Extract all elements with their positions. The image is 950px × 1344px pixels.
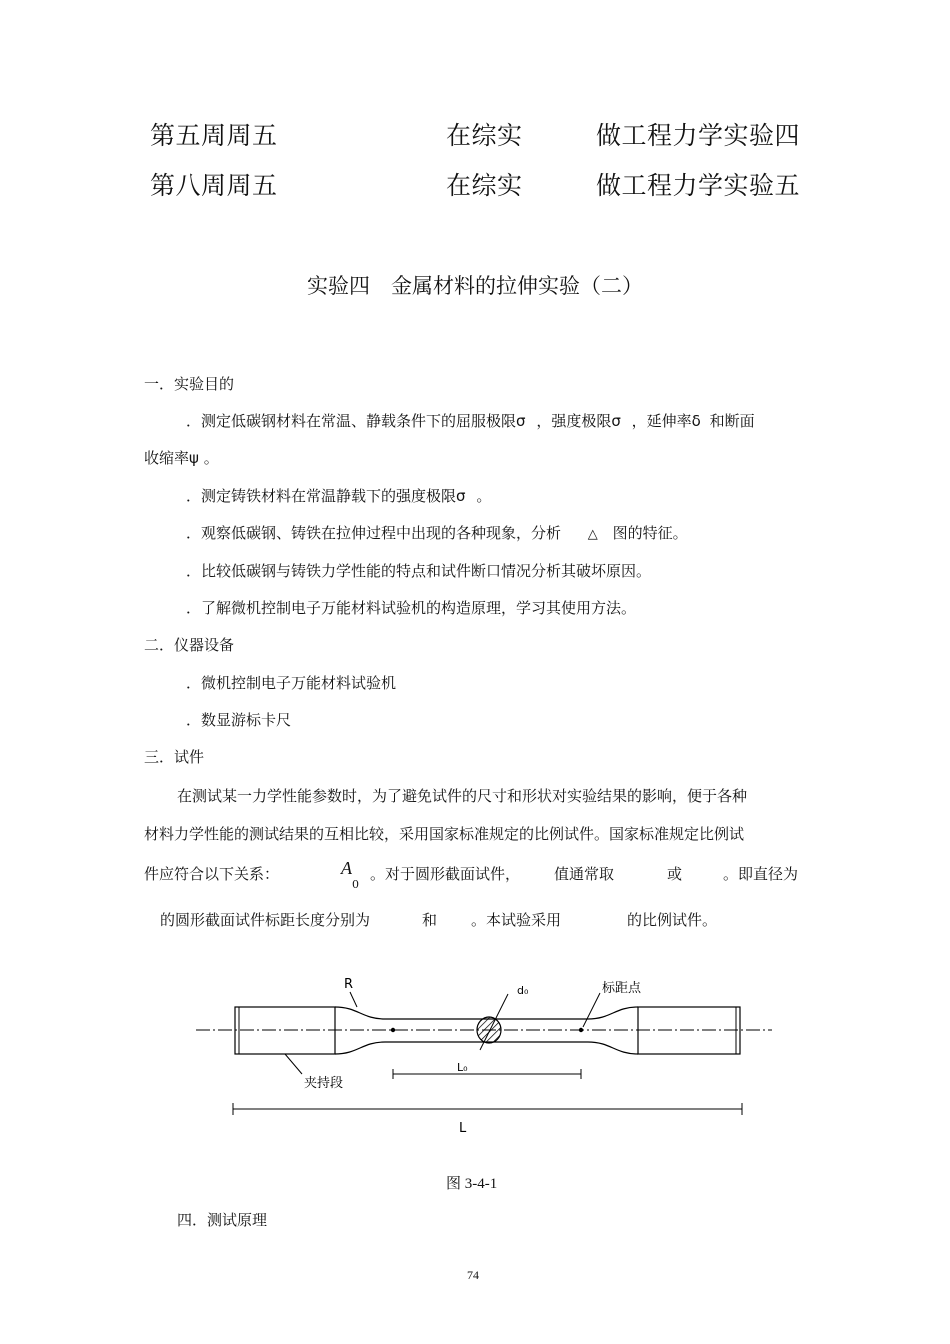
delta-symbol: δ <box>691 412 701 430</box>
objective-item-1-line-2 <box>144 447 219 468</box>
section-heading-specimen: 三．试件 <box>144 748 205 766</box>
schedule-week-1: 第五周周五 <box>150 121 278 150</box>
objective-item-5: ．了解微机控制电子万能材料试验机的构造原理，学习其使用方法。 <box>186 599 637 617</box>
specimen-paragraph-line-1: 在测试某一力学性能参数时，为了避免试件的尺寸和形状对实验结果的影响，便于各种 <box>177 787 748 805</box>
objective-1-text-e: 收缩率 <box>144 449 190 467</box>
objective-item-1-line-1 <box>186 410 755 431</box>
schedule-place-2: 在综实 <box>446 171 523 200</box>
page-number: 74 <box>467 1268 479 1282</box>
radius-leader <box>350 992 357 1007</box>
schedule-week-2: 第八周周五 <box>150 171 278 200</box>
page-title: 实验四 金属材料的拉伸实验（二） <box>307 274 643 298</box>
objective-2-text: ．测定铸铁材料在常温静载下的强度极限 <box>186 487 457 505</box>
objective-2-end: 。 <box>476 487 492 505</box>
objective-1-text-d: 和断面 <box>709 412 755 430</box>
section-heading-objectives: 一．实验目的 <box>144 375 235 393</box>
specimen-paragraph-line-3a: 件应符合以下关系： <box>144 865 280 883</box>
specimen-paragraph-line-3b: 。对于圆形截面试件， <box>370 865 521 883</box>
gauge-point-label: 标距点 <box>602 981 642 996</box>
diameter-label: d₀ <box>517 984 529 997</box>
objective-item-2 <box>186 485 491 506</box>
specimen-paragraph-line-4c: 。本试验采用 <box>471 911 562 929</box>
objective-1-text-f: 。 <box>203 449 219 467</box>
specimen-paragraph-line-4a: 的圆形截面试件标距长度分别为 <box>160 911 371 929</box>
triangle-symbol: △ <box>587 527 598 542</box>
section-heading-principle: 四．测试原理 <box>177 1211 268 1229</box>
specimen-bottom-edge <box>335 1042 638 1054</box>
gauge-length-label: L₀ <box>457 1061 468 1074</box>
specimen-paragraph-line-4b: 和 <box>422 911 438 929</box>
cross-section-hatch <box>477 1017 501 1043</box>
objective-item-4: ．比较低碳钢与铸铁力学性能的特点和试件断口情况分析其破坏原因。 <box>186 562 652 580</box>
equipment-item-2: ．数显游标卡尺 <box>186 711 292 729</box>
schedule-task-1: 做工程力学实验四 <box>596 121 801 150</box>
specimen-paragraph-line-2: 材料力学性能的测试结果的互相比较，采用国家标准规定的比例试件。国家标准规定比例试 <box>144 825 745 843</box>
right-grip-section <box>638 1007 740 1054</box>
schedule-task-2: 做工程力学实验五 <box>596 171 801 200</box>
total-length-label: L <box>459 1121 467 1136</box>
specimen-paragraph-line-3c: 值通常取 <box>554 865 615 883</box>
area-symbol-A: A <box>341 858 352 878</box>
sigma-symbol: σ <box>611 412 621 430</box>
figure-caption: 图 3-4-1 <box>446 1176 498 1192</box>
grip-section-label: 夹持段 <box>304 1076 344 1091</box>
left-grip-section <box>235 1007 335 1054</box>
objective-3-text-b: 图的特征。 <box>612 524 688 542</box>
gauge-mark-right <box>579 1028 583 1032</box>
sigma-symbol: σ <box>516 412 526 430</box>
radius-label: R <box>344 977 354 992</box>
sigma-symbol: σ <box>456 487 466 505</box>
objective-1-text-a: ．测定低碳钢材料在常温、静载条件下的屈服极限 <box>186 412 517 430</box>
objective-item-3 <box>186 522 688 543</box>
gauge-mark-left <box>391 1028 395 1032</box>
specimen-figure <box>190 970 780 1140</box>
objective-3-text-a: ．观察低碳钢、铸铁在拉伸过程中出现的各种现象，分析 <box>186 524 562 542</box>
gauge-point-leader <box>583 993 600 1027</box>
objective-1-text-c: ，延伸率 <box>631 412 692 430</box>
area-symbol-subscript: 0 <box>352 878 359 891</box>
objective-1-text-b: ，强度极限 <box>536 412 612 430</box>
schedule-place-1: 在综实 <box>446 121 523 150</box>
psi-symbol: ψ <box>189 449 199 467</box>
section-heading-equipment: 二．仪器设备 <box>144 636 235 654</box>
equipment-item-1: ．微机控制电子万能材料试验机 <box>186 674 397 692</box>
specimen-paragraph-line-4d: 的比例试件。 <box>627 911 718 929</box>
grip-leader <box>285 1054 302 1074</box>
specimen-paragraph-line-3e: 。即直径为 <box>723 865 799 883</box>
specimen-paragraph-line-3d: 或 <box>667 865 683 883</box>
